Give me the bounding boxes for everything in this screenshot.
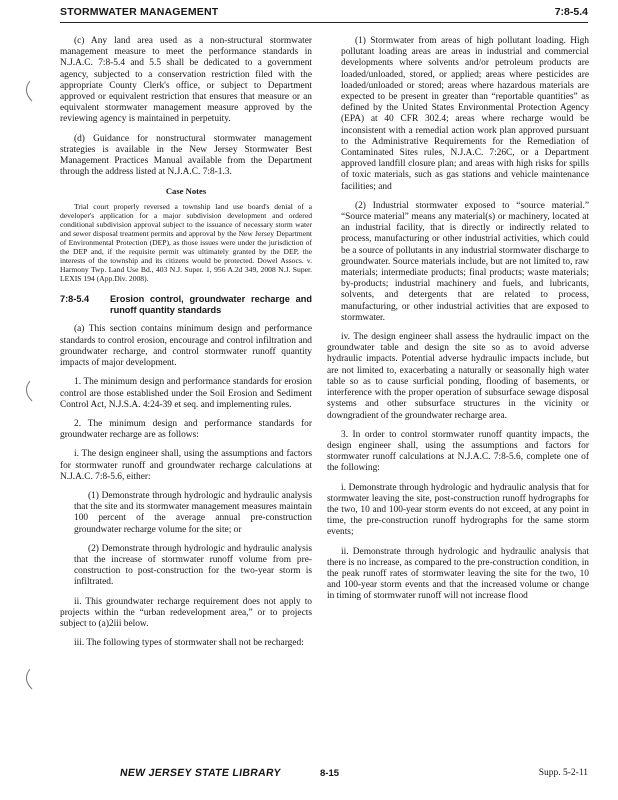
case-note: Trial court properly reversed a township land use board's denial of a developer's application for a major subdivision development and ordered conditional subdivision approval subject to the issuance of necessary storm water and sewer disposal treatment permits and approval by the New Jersey Department of Environmental Protection (DEP), as those issues were under the jurisdiction of the DEP and, if the requisite permit was ultimately granted by the DEP, the interests of the township and its citizens would be protected. Dowel Assocs. v. Harmony Twp. Land Use Bd., 403 N.J. Super. 1, 956 A.2d 349, 2008 N.J. Super. LEXIS 194 (App.Div. 2008). xyxy=(60,201,312,284)
left-column xyxy=(60,36,312,657)
paragraph-a2i: i. The design engineer shall, using the assumptions and factors for stormwater runoff and groundwater recharge calculations at N.J.A.C. 7:8-5.6, either: xyxy=(60,449,312,482)
section-number: 7:8-5.4 xyxy=(60,294,90,305)
header-section-ref: 7:8-5.4 xyxy=(554,6,588,18)
binding-mark xyxy=(20,80,34,102)
library-stamp: NEW JERSEY STATE LIBRARY xyxy=(119,767,282,779)
paragraph-a2iii1: (1) Stormwater from areas of high pollutant loading. High pollutant loading areas are areas in industrial and commercial developments where solvents and/or petroleum products are loaded/unloaded, stored, or applied; areas where pesticides are loaded/unloaded or stored; areas where hazardous materials are expected to be present in greater than “reportable quantities” as defined by the United States Environmental Protection Agency (EPA) at 40 CFR 302.4; areas where recharge would be inconsistent with a remedial action work plan approved pursuant to the Administrative Requirements for the Remediation of Contaminated Sites rules, N.J.A.C. 7:26C, or a Department approved landfill closure plan; and areas with high risks for spills of toxic materials, such as gas stations and vehicle maintenance facilities; and xyxy=(341,36,589,192)
paragraph-a2ii: ii. This groundwater recharge requirement does not apply to projects within the “urban redevelopment area,” or to projects subject to (a)2iii below. xyxy=(60,596,312,629)
paragraph-a2i1: (1) Demonstrate through hydrologic and hydraulic analysis that the site and its stormwater management measures maintain 100 percent of the average annual pre-construction groundwater recharge volume for the site; or xyxy=(74,490,312,535)
paragraph-a3ii: ii. Demonstrate through hydrologic and hydraulic analysis that there is no increase, as compared to the pre-construction condition, in the peak runoff rates of stormwater leaving the site for the two, 10 and 100-year storm events and that the increased volume or change in timing of stormwater runoff will not increase flood xyxy=(327,546,589,602)
running-header xyxy=(60,6,588,23)
paragraph-a2: 2. The minimum design and performance standards for groundwater recharge are as follows: xyxy=(60,418,312,441)
paragraph-c: (c) Any land area used as a non-structural stormwater management measure to meet the performance standards in N.J.A.C. 7:8-5.4 and 5.5 shall be dedicated to a government agency, subjected to a conservation restriction filed with the appropriate County Clerk's office, or subject to Department approved or equivalent restriction that ensures that measure or an equivalent stormwater management measure approved by the reviewing agency is maintained in perpetuity. xyxy=(60,36,312,125)
paragraph-a2i2: (2) Demonstrate through hydrologic and hydraulic analysis that the increase of stormwater runoff volume from pre-construction to post-construction for the two-year storm is infiltrated. xyxy=(74,543,312,588)
paragraph-a: (a) This section contains minimum design and performance standards to control erosion, encourage and control infiltration and groundwater recharge, and control stormwater runoff quantity impacts of major development. xyxy=(60,324,312,369)
paragraph-a2iii: iii. The following types of stormwater shall not be recharged: xyxy=(74,638,304,649)
paragraph-a3i: i. Demonstrate through hydrologic and hydraulic analysis that for stormwater leaving the site, post-construction runoff hydrographs for the two, 10 and 100-year storm events do not exceed, at any point in time, the pre-construction runoff hydrographs for the same storm events; xyxy=(327,482,589,538)
section-heading xyxy=(60,294,312,316)
section-title: Erosion control, groundwater recharge and runoff quantity standards xyxy=(110,294,312,316)
paragraph-a2iii2: (2) Industrial stormwater exposed to “source material.” “Source material” means any material(s) or machinery, located at an industrial facility, that is directly or indirectly related to process, manufacturing or other industrial activities, which could be a source of pollutants in any industrial stormwater discharge to groundwater. Source materials include, but are not limited to, raw materials; intermediate products; final products; waste materials; by-products; industrial machinery and fuels, and lubricants, solvents, and detergents that are related to process, manufacturing, or other industrial activities that are exposed to stormwater. xyxy=(341,200,589,323)
page-number: 8-15 xyxy=(320,768,340,779)
header-title: STORMWATER MANAGEMENT xyxy=(60,6,219,18)
paragraph-d: (d) Guidance for nonstructural stormwater management strategies is available in the New Jersey Stormwater Best Management Practices Manual available from the Department through the address listed at N.J.A.C. 7:8-1.3. xyxy=(60,133,312,178)
paragraph-a1: 1. The minimum design and performance standards for erosion control are those established under the Soil Erosion and Sediment Control Act, N.J.S.A. 4:24-39 et seq. and implementing rules. xyxy=(60,377,312,410)
right-column xyxy=(327,36,589,611)
supplement-date: Supp. 5-2-11 xyxy=(538,768,588,778)
page-footer xyxy=(60,767,588,783)
paragraph-a2iv: iv. The design engineer shall assess the hydraulic impact on the groundwater table and design the site so as to avoid adverse hydraulic impacts. Potential adverse hydraulic impacts include, but are not limited to, exacerbating a naturally or seasonally high water table so as to cause surficial ponding, flooding of basements, or interference with the proper operation of subsurface sewage disposal systems and other subsurface structures in the vicinity or downgradient of the groundwater recharge area. xyxy=(327,332,589,421)
binding-mark xyxy=(20,380,34,402)
paragraph-a3: 3. In order to control stormwater runoff quantity impacts, the design engineer shall, using the assumptions and factors for stormwater runoff calculations at N.J.A.C. 7:8-5.6, complete one of the following: xyxy=(327,429,589,474)
case-notes-heading: Case Notes xyxy=(165,186,207,197)
binding-mark xyxy=(20,668,34,690)
